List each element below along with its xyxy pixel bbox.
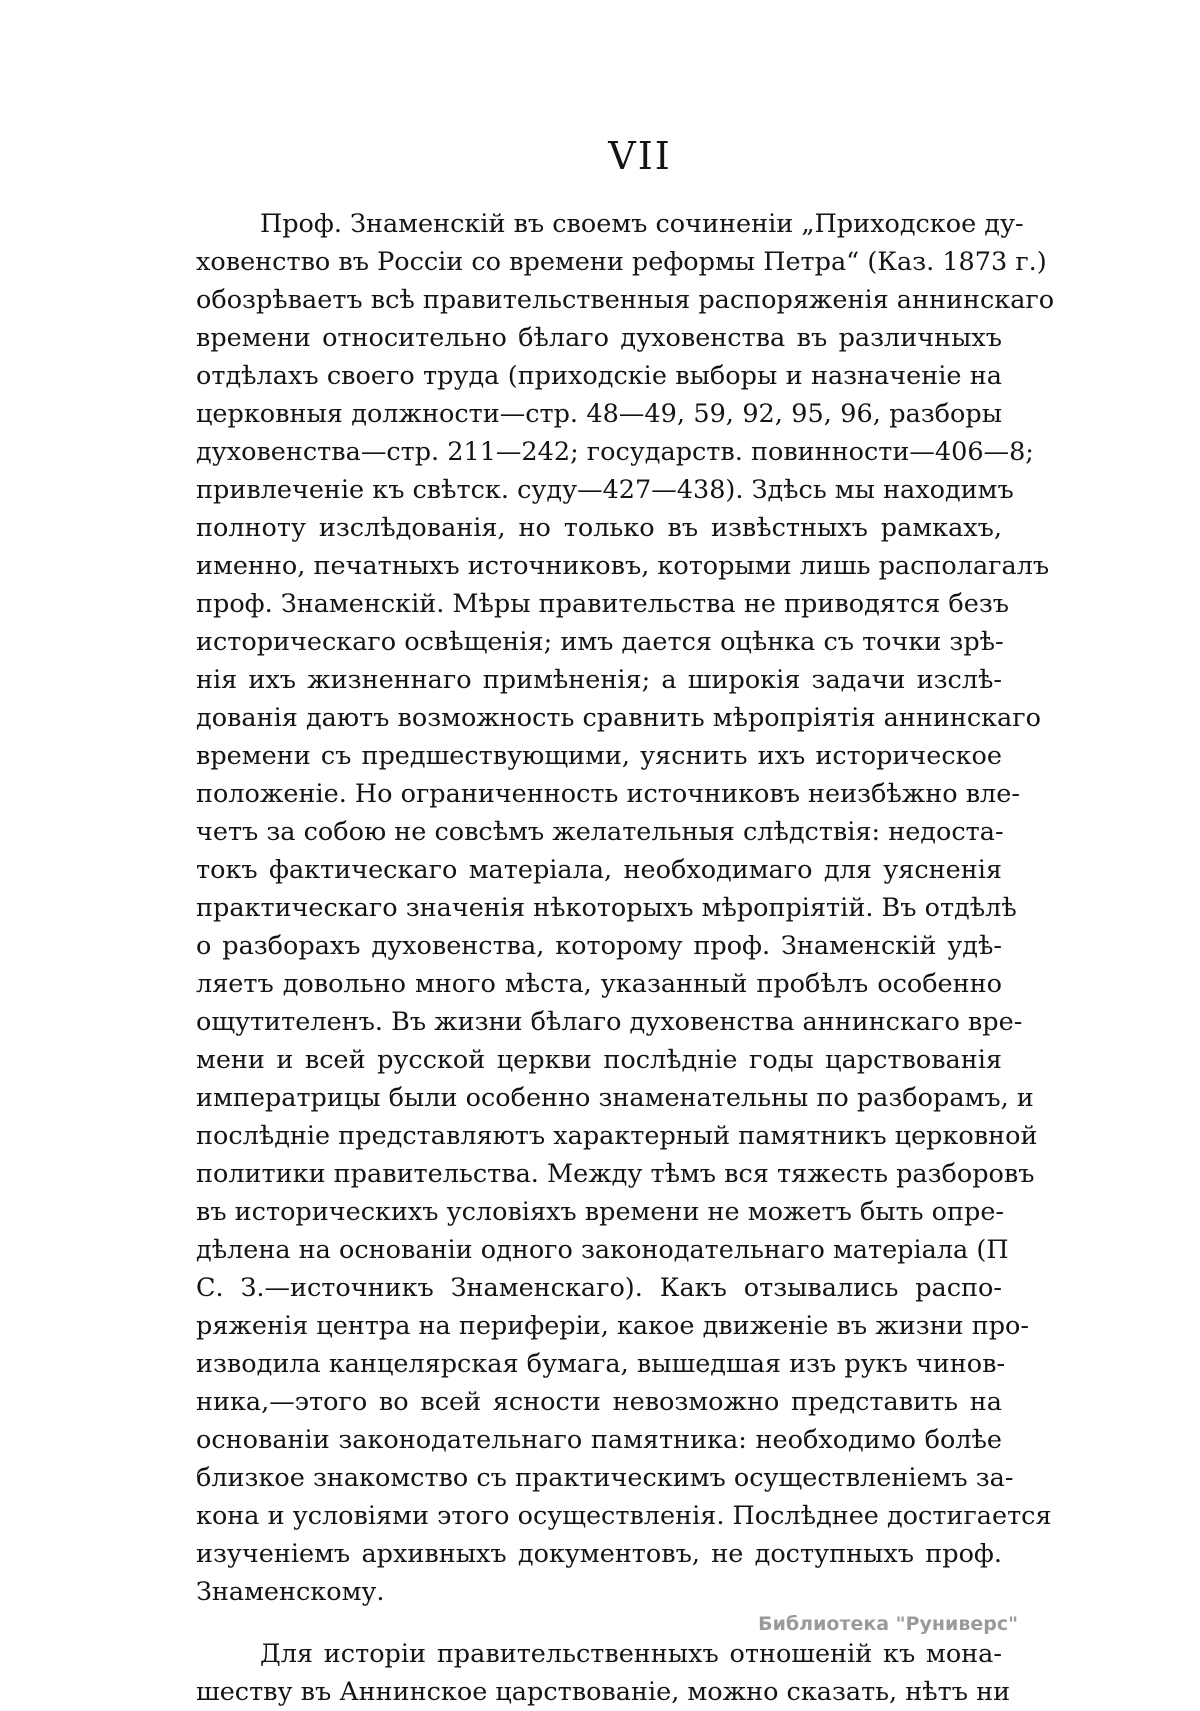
text-line: дованія даютъ возможность сравнить мѣропріятія аннинскаго <box>196 703 1041 733</box>
page-number: VII <box>608 134 672 178</box>
library-watermark: Библиотека "Руниверс" <box>758 1613 1018 1635</box>
text-line: нія ихъ жизненнаго примѣненія; а широкія задачи изслѣ- <box>196 665 1002 695</box>
text-line: полноту изслѣдованія, но только въ извѣстныхъ рамкахъ, <box>196 513 1002 543</box>
text-line: отдѣлахъ своего труда (приходскіе выборы и назначеніе на <box>196 361 1002 391</box>
text-line: ника,—этого во всей ясности невозможно представить на <box>196 1387 1002 1417</box>
text-line: мени и всей русской церкви послѣдніе годы царствованія <box>196 1045 1002 1075</box>
body-text <box>196 205 1055 1711</box>
text-line: изводила канцелярская бумага, вышедшая изъ рукъ чинов- <box>196 1349 1006 1379</box>
paragraph <box>196 1635 1011 1711</box>
text-line: четъ за собою не совсѣмъ желательныя слѣдствія: недоста- <box>196 817 1004 847</box>
text-line: Для исторіи правительственныхъ отношеній къ мона- <box>260 1639 1002 1669</box>
text-line: императрицы были особенно знаменательны по разборамъ, и <box>196 1083 1034 1113</box>
text-line: проф. Знаменскій. Мѣры правительства не приводятся безъ <box>196 589 1010 619</box>
text-line: времени съ предшествующими, уяснить ихъ историческое <box>196 741 1002 771</box>
text-line: токъ фактическаго матеріала, необходимаго для уясненія <box>196 855 1002 885</box>
text-line: ощутителенъ. Въ жизни бѣлаго духовенства аннинскаго вре- <box>196 1007 1023 1037</box>
text-line: привлеченіе къ свѣтск. суду—427—438). Здѣсь мы находимъ <box>196 475 1014 505</box>
text-line: именно, печатныхъ источниковъ, которыми лишь располагалъ <box>196 551 1050 581</box>
text-line: изученіемъ архивныхъ документовъ, не доступныхъ проф. <box>196 1539 1002 1569</box>
text-line: С. З.—источникъ Знаменскаго). Какъ отзывались распо- <box>196 1273 1002 1303</box>
text-line: ховенство въ Россіи со времени реформы Петра“ (Каз. 1873 г.) <box>196 247 1047 277</box>
text-line: духовенства—стр. 211—242; государств. повинности—406—8; <box>196 437 1034 467</box>
text-line: Проф. Знаменскій въ своемъ сочиненіи „Приходское ду- <box>260 209 1024 239</box>
text-line: положеніе. Но ограниченность источниковъ неизбѣжно вле- <box>196 779 1020 809</box>
text-line: близкое знакомство съ практическимъ осуществленіемъ за- <box>196 1463 1014 1493</box>
text-line: о разборахъ духовенства, которому проф. Знаменскій удѣ- <box>196 931 1002 961</box>
text-line: Знаменскому. <box>196 1577 385 1607</box>
text-line: шеству въ Аннинское царствованіе, можно сказать, нѣтъ ни <box>196 1677 1011 1707</box>
text-line: практическаго значенія нѣкоторыхъ мѣропріятій. Въ отдѣлѣ <box>196 893 1017 923</box>
text-line: историческаго освѣщенія; имъ дается оцѣнка съ точки зрѣ- <box>196 627 1004 657</box>
paragraph <box>196 205 1055 1611</box>
text-line: кона и условіями этого осуществленія. Послѣднее достигается <box>196 1501 1052 1531</box>
text-line: дѣлена на основаніи одного законодательнаго матеріала (П <box>196 1235 1009 1265</box>
text-line: обозрѣваетъ всѣ правительственныя распоряженія аннинскаго <box>196 285 1055 315</box>
text-line: послѣдніе представляютъ характерный памятникъ церковной <box>196 1121 1038 1151</box>
text-line: ряженія центра на периферіи, какое движеніе въ жизни про- <box>196 1311 1029 1341</box>
text-line: ляетъ довольно много мѣста, указанный пробѣлъ особенно <box>196 969 1002 999</box>
text-line: времени относительно бѣлаго духовенства въ различныхъ <box>196 323 1002 353</box>
text-line: въ историческихъ условіяхъ времени не можетъ быть опре- <box>196 1197 1005 1227</box>
text-line: политики правительства. Между тѣмъ вся тяжесть разборовъ <box>196 1159 1035 1189</box>
text-line: церковныя должности—стр. 48—49, 59, 92, 95, 96, разборы <box>196 399 1002 429</box>
text-line: основаніи законодательнаго памятника: необходимо болѣе <box>196 1425 1002 1455</box>
